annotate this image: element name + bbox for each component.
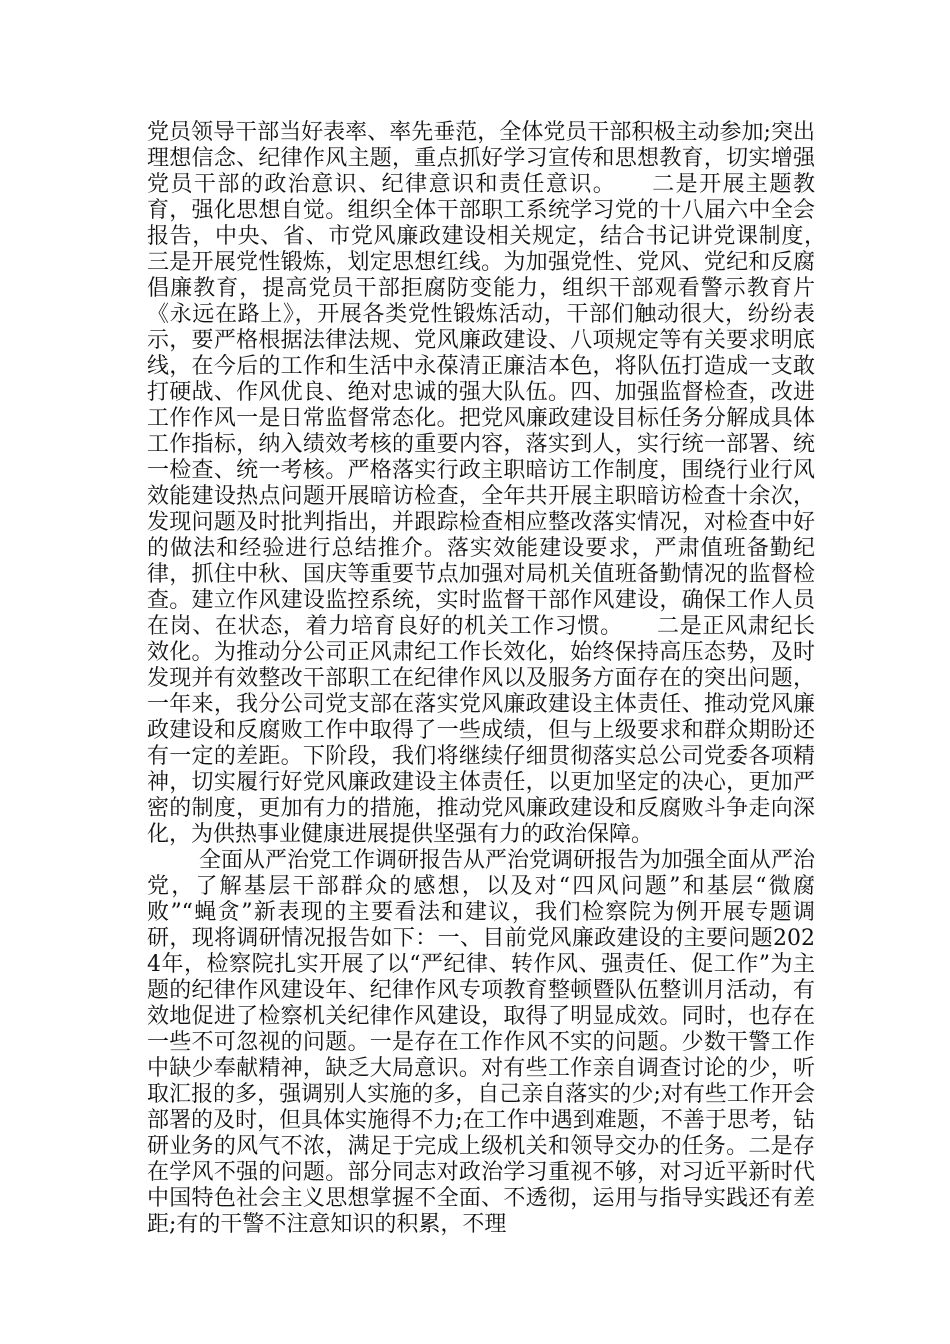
paragraph-continued: 党员领导干部当好表率、率先垂范，全体党员干部积极主动参加;突出理想信念、纪律作风主题，重点抓好学习宣传和思想教育，切实增强党员干部的政治意识、纪律意识和责任意识。 二是开展主题教育，强化思想自觉。组织全体干部职工系统学习党的十八届六中全会报告，中央、省、市党风廉政建设相关规定，结合书记讲党课制度， 三是开展党性锻炼，划定思想红线。为加强党性、党风、党纪和反腐倡廉教育，提高党员干部拒腐防变能力，组织干部观看警示教育片《永远在路上》，开展各类党性锻炼活动，干部们触动很大，纷纷表示，要严格根据法律法规、党风廉政建设、八项规定等有关要求明底线，在今后的工作和生活中永葆清正廉洁本色，将队伍打造成一支敢打硬战、作风优良、绝对忠诚的强大队伍。四、加强监督检查，改进工作作风一是日常监督常态化。把党风廉政建设目标任务分解成具体工作指标，纳入绩效考核的重要内容，落实到人，实行统一部署、统一检查、统一考核。严格落实行政主职暗访工作制度，围绕行业行风效能建设热点问题开展暗访检查，全年共开展主职暗访检查十余次，发现问题及时批判指出，并跟踪检查相应整改落实情况，对检查中好的做法和经验进行总结推介。落实效能建设要求，严肃值班备勤纪律，抓住中秋、国庆等重要节点加强对局机关值班备勤情况的监督检查。建立作风建设监控系统，实时监督干部作风建设，确保工作人员在岗、在状态，着力培育良好的机关工作习惯。 二是正风肃纪长效化。为推动分公司正风肃纪工作长效化，始终保持高压态势，及时发现并有效整改干部职工在纪律作风以及服务方面存在的突出问题，一年来，我分公司党支部在落实党风廉政建设主体责任、推动党风廉政建设和反腐败工作中取得了一些成绩，但与上级要求和群众期盼还有一定的差距。下阶段，我们将继续仔细贯彻落实总公司党委各项精神，切实履行好党风廉政建设主体责任，以更加坚定的决心，更加严密的制度，更加有力的措施，推动党风廉政建设和反腐败斗争走向深化，为供热事业健康进展提供坚强有力的政治保障。 bbox=[147, 120, 860, 847]
paragraph-research-report: 全面从严治党工作调研报告从严治党调研报告为加强全面从严治党，了解基层干部群众的感想，以及对“四风问题”和基层“微腐败”“蝇贪”新表现的主要看法和建议，我们检察院为例开展专题调研，现将调研情况报告如下：一、目前党风廉政建设的主要问题2024年，检察院扎实开展了以“严纪律、转作风、强责任、促工作”为主题的纪律作风建设年、纪律作风专项教育整顿暨队伍整训月活动，有效地促进了检察机关纪律作风建设，取得了明显成效。同时，也存在一些不可忽视的问题。一是存在工作作风不实的问题。少数干警工作中缺少奉献精神，缺乏大局意识。对有些工作亲自调查讨论的少，听取汇报的多，强调别人实施的多，自己亲自落实的少;对有些工作开会部署的及时，但具体实施得不力;在工作中遇到难题，不善于思考，钻研业务的风气不浓，满足于完成上级机关和领导交办的任务。二是存在学风不强的问题。部分同志对政治学习重视不够，对习近平新时代中国特色社会主义思想掌握不全面、不透彻，运用与指导实践还有差距;有的干警不注意知识的积累，不理 bbox=[147, 848, 816, 1237]
document-page bbox=[147, 120, 860, 1238]
